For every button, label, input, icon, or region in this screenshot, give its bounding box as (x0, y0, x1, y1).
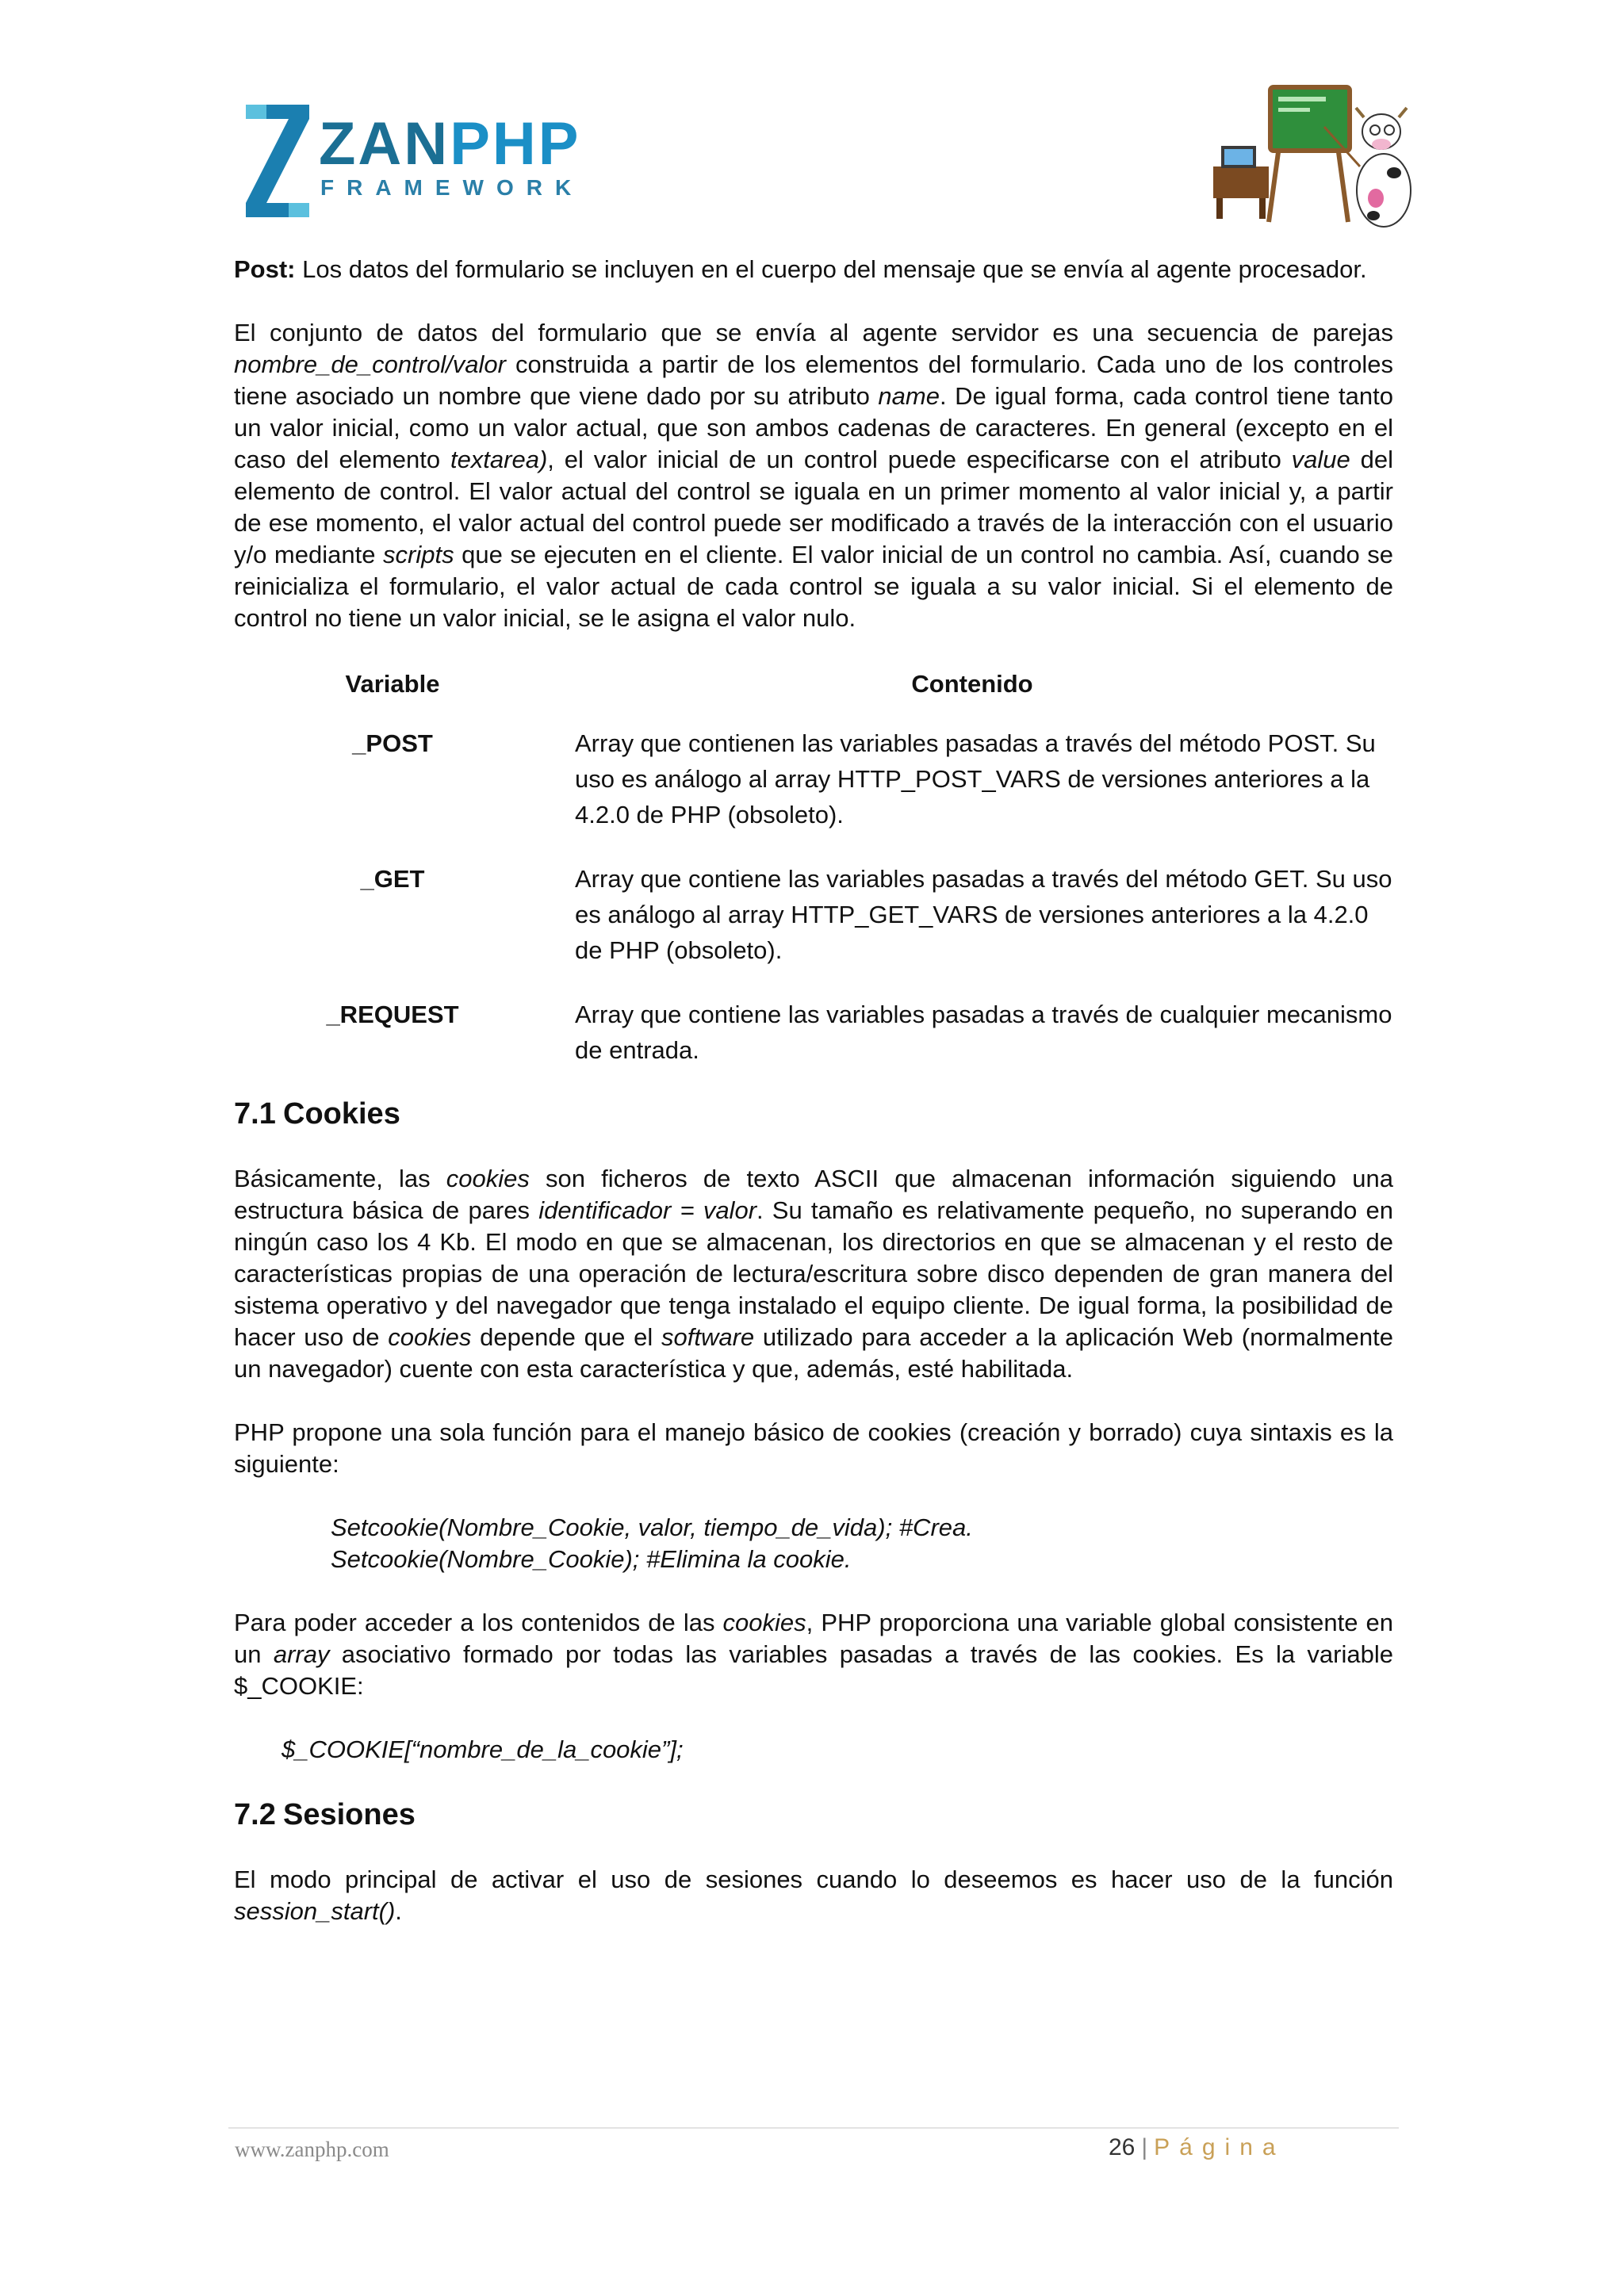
logo-brand-zan: ZAN (319, 110, 450, 178)
post-label: Post: (234, 255, 296, 283)
cookies-paragraph (234, 1163, 1393, 1385)
text-run: , el valor inicial de un control puede especificarse con el atributo (547, 446, 1292, 473)
table-row (234, 861, 1393, 968)
footer-page-number (1109, 2134, 1285, 2161)
italic-text-run: name (878, 382, 940, 410)
italic-text-run: cookies (388, 1323, 472, 1351)
italic-text-run: value (1291, 446, 1350, 473)
table-row (234, 997, 1393, 1068)
footer-divider (228, 2127, 1399, 2129)
text-run: . Su tamaño es relativamente pequeño, no superando en ningún caso los 4 Kb. El modo en que se almacenan, los directorios en que se almacenan y el resto de características propias de una operación de lectura/escritura sobre disco dependen de gran manera del sistema operativo y del navegador que tenga instalado el equipo cliente. De igual forma, la posibilidad de hacer uso de (234, 1196, 1393, 1351)
cow-teacher-chalkboard-illustration (1197, 79, 1419, 238)
text-run: asociativo formado por todas las variables pasadas a través de las cookies. Es la variable $_COOKIE: (234, 1640, 1393, 1700)
post-text: Los datos del formulario se incluyen en el cuerpo del mensaje que se envía al agente procesador. (295, 255, 1367, 283)
table-cell-contenido: Array que contienen las variables pasadas a través del método POST. Su uso es análogo al array HTTP_POST_VARS de versiones anteriores a la 4.2.0 de PHP (obsoleto). (575, 729, 1376, 828)
italic-text-run: identificador = valor (538, 1196, 757, 1224)
page-separator: | (1141, 2134, 1148, 2160)
text-run: El conjunto de datos del formulario que se envía al agente servidor es una secuencia de parejas (234, 319, 1393, 346)
text-run: El modo principal de activar el uso de sesiones cuando lo deseemos es hacer uso de la función (234, 1866, 1393, 1893)
text-run: son ficheros de texto ASCII que almacenan información siguiendo una estructura básica de pares (234, 1165, 1393, 1224)
section-title: Sesiones (283, 1798, 416, 1831)
italic-text-run: cookies (722, 1609, 806, 1636)
text-run: depende que el (471, 1323, 661, 1351)
form-data-paragraph (234, 317, 1393, 634)
italic-text-run: scripts (383, 541, 454, 568)
page-word: Página (1154, 2134, 1285, 2160)
table-cell-variable: _POST (352, 729, 433, 757)
text-run: Básicamente, las (234, 1165, 446, 1192)
italic-text-run: array (273, 1640, 330, 1668)
code-line-delete: Setcookie(Nombre_Cookie); #Elimina la cookie. (331, 1545, 852, 1573)
table-cell-variable: _GET (360, 865, 425, 893)
table-row (234, 725, 1393, 832)
table-header (234, 666, 1393, 702)
italic-text-run: session_start() (234, 1897, 396, 1925)
code-block-setcookie (234, 1512, 1393, 1575)
logo-brand-php: PHP (450, 110, 581, 178)
footer-url: www.zanphp.com (235, 2137, 389, 2161)
table-cell-contenido: Array que contiene las variables pasadas a través de cualquier mecanismo de entrada. (575, 1001, 1392, 1064)
section-number: 7.2 (234, 1798, 276, 1831)
section-heading-sesiones (234, 1797, 1393, 1832)
code-line-cookie-array: $_COOKIE[“nombre_de_la_cookie”]; (282, 1735, 684, 1763)
cookie-array-paragraph (234, 1607, 1393, 1702)
table-header-contenido: Contenido (911, 670, 1033, 698)
italic-text-run: textarea) (450, 446, 548, 473)
setcookie-intro-paragraph: PHP propone una sola función para el manejo básico de cookies (creación y borrado) cuya sintaxis es la siguiente: (234, 1418, 1393, 1478)
text-run: . (395, 1897, 402, 1925)
text-run: construida a partir de los elementos del formulario. Cada uno de los controles tiene asociado un nombre que viene dado por su atributo (234, 350, 1393, 410)
zanphp-logo (243, 101, 584, 220)
code-line-create: Setcookie(Nombre_Cookie, valor, tiempo_de_vida); #Crea. (331, 1513, 973, 1541)
page-content (234, 254, 1393, 1959)
section-title: Cookies (283, 1097, 400, 1131)
logo-subtitle: FRAMEWORK (320, 175, 584, 200)
text-run: del elemento de control. El valor actual del control se iguala en un primer momento al valor inicial y, a partir de ese momento, el valor actual del control puede ser modificado a través de la interacción con el usuario y/o mediante (234, 446, 1394, 568)
italic-text-run: nombre_de_control/valor (234, 350, 506, 378)
logo-brand (319, 110, 581, 178)
table-cell-variable: _REQUEST (326, 1001, 459, 1028)
text-run: , PHP proporciona una variable global consistente en un (234, 1609, 1393, 1668)
sessions-paragraph (234, 1864, 1393, 1927)
page-number: 26 (1109, 2134, 1136, 2160)
z-logo-icon (243, 101, 314, 220)
text-run: utilizado para acceder a la aplicación Web (normalmente un navegador) cuente con esta característica y que, además, esté habilitada. (234, 1323, 1393, 1383)
section-number: 7.1 (234, 1097, 276, 1131)
italic-text-run: cookies (446, 1165, 530, 1192)
post-paragraph (234, 254, 1393, 285)
variables-table (234, 666, 1393, 1068)
italic-text-run: software (661, 1323, 755, 1351)
text-run: Para poder acceder a los contenidos de las (234, 1609, 723, 1636)
text-run: . De igual forma, cada control tiene tanto un valor inicial, como un valor actual, que son ambos cadenas de caracteres. En general (excepto en el caso del elemento (234, 382, 1393, 473)
table-header-variable: Variable (345, 670, 440, 698)
section-heading-cookies (234, 1096, 1393, 1131)
text-run: que se ejecuten en el cliente. El valor inicial de un control no cambia. Así, cuando se reinicializa el formulario, el valor actual de cada control se iguala a su valor inicial. Si el elemento de control no tiene un valor inicial, se le asigna el valor nulo. (234, 541, 1394, 632)
table-cell-contenido: Array que contiene las variables pasadas a través del método GET. Su uso es análogo al array HTTP_GET_VARS de versiones anteriores a la 4.2.0 de PHP (obsoleto). (575, 865, 1392, 964)
